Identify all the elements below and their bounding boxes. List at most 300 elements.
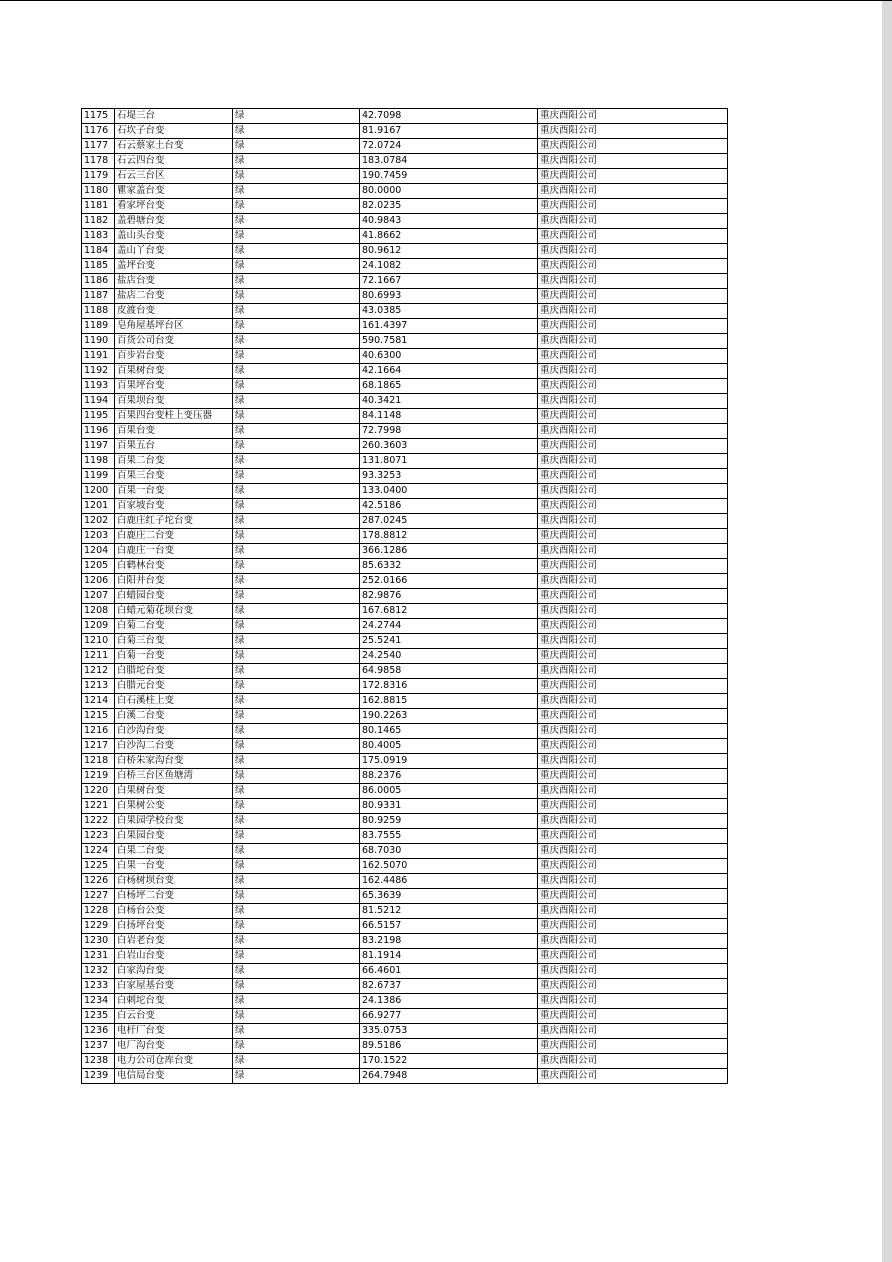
company-cell: 重庆酉阳公司 bbox=[538, 724, 728, 739]
value-cell: 175.0919 bbox=[360, 754, 538, 769]
row-number-cell: 1188 bbox=[82, 304, 115, 319]
row-number-cell: 1229 bbox=[82, 919, 115, 934]
row-number-cell: 1235 bbox=[82, 1009, 115, 1024]
value-cell: 81.5212 bbox=[360, 904, 538, 919]
value-cell: 66.9277 bbox=[360, 1009, 538, 1024]
row-number-cell: 1217 bbox=[82, 739, 115, 754]
status-color-cell: 绿 bbox=[233, 1069, 360, 1084]
status-color-cell: 绿 bbox=[233, 649, 360, 664]
status-color-cell: 绿 bbox=[233, 949, 360, 964]
value-cell: 43.0385 bbox=[360, 304, 538, 319]
value-cell: 170.1522 bbox=[360, 1054, 538, 1069]
row-number-cell: 1181 bbox=[82, 199, 115, 214]
value-cell: 83.2198 bbox=[360, 934, 538, 949]
substation-name-cell: 白腊坨台变 bbox=[115, 664, 233, 679]
table-row bbox=[82, 214, 728, 229]
value-cell: 66.4601 bbox=[360, 964, 538, 979]
company-cell: 重庆酉阳公司 bbox=[538, 544, 728, 559]
value-cell: 40.9843 bbox=[360, 214, 538, 229]
table-row bbox=[82, 439, 728, 454]
value-cell: 72.0724 bbox=[360, 139, 538, 154]
table-row bbox=[82, 634, 728, 649]
value-cell: 72.1667 bbox=[360, 274, 538, 289]
table-row bbox=[82, 559, 728, 574]
status-color-cell: 绿 bbox=[233, 1024, 360, 1039]
status-color-cell: 绿 bbox=[233, 514, 360, 529]
row-number-cell: 1231 bbox=[82, 949, 115, 964]
value-cell: 260.3603 bbox=[360, 439, 538, 454]
value-cell: 80.6993 bbox=[360, 289, 538, 304]
company-cell: 重庆酉阳公司 bbox=[538, 874, 728, 889]
row-number-cell: 1191 bbox=[82, 349, 115, 364]
substation-name-cell: 百果一台变 bbox=[115, 484, 233, 499]
status-color-cell: 绿 bbox=[233, 364, 360, 379]
row-number-cell: 1232 bbox=[82, 964, 115, 979]
table-row bbox=[82, 709, 728, 724]
value-cell: 64.9858 bbox=[360, 664, 538, 679]
table-row bbox=[82, 124, 728, 139]
substation-name-cell: 瞿家盖台变 bbox=[115, 184, 233, 199]
company-cell: 重庆酉阳公司 bbox=[538, 289, 728, 304]
row-number-cell: 1196 bbox=[82, 424, 115, 439]
substation-name-cell: 盖山丫台变 bbox=[115, 244, 233, 259]
row-number-cell: 1178 bbox=[82, 154, 115, 169]
row-number-cell: 1238 bbox=[82, 1054, 115, 1069]
row-number-cell: 1213 bbox=[82, 679, 115, 694]
substation-name-cell: 白岩老台变 bbox=[115, 934, 233, 949]
substation-name-cell: 白沙沟台变 bbox=[115, 724, 233, 739]
value-cell: 80.4005 bbox=[360, 739, 538, 754]
substation-name-cell: 白菊二台变 bbox=[115, 619, 233, 634]
company-cell: 重庆酉阳公司 bbox=[538, 694, 728, 709]
company-cell: 重庆酉阳公司 bbox=[538, 304, 728, 319]
table-row bbox=[82, 754, 728, 769]
company-cell: 重庆酉阳公司 bbox=[538, 619, 728, 634]
value-cell: 178.8812 bbox=[360, 529, 538, 544]
table-row bbox=[82, 379, 728, 394]
status-color-cell: 绿 bbox=[233, 544, 360, 559]
status-color-cell: 绿 bbox=[233, 694, 360, 709]
company-cell: 重庆酉阳公司 bbox=[538, 499, 728, 514]
value-cell: 81.1914 bbox=[360, 949, 538, 964]
company-cell: 重庆酉阳公司 bbox=[538, 709, 728, 724]
value-cell: 68.7030 bbox=[360, 844, 538, 859]
company-cell: 重庆酉阳公司 bbox=[538, 169, 728, 184]
company-cell: 重庆酉阳公司 bbox=[538, 484, 728, 499]
row-number-cell: 1192 bbox=[82, 364, 115, 379]
value-cell: 590.7581 bbox=[360, 334, 538, 349]
row-number-cell: 1183 bbox=[82, 229, 115, 244]
row-number-cell: 1208 bbox=[82, 604, 115, 619]
row-number-cell: 1219 bbox=[82, 769, 115, 784]
table-row bbox=[82, 799, 728, 814]
status-color-cell: 绿 bbox=[233, 919, 360, 934]
company-cell: 重庆酉阳公司 bbox=[538, 229, 728, 244]
row-number-cell: 1206 bbox=[82, 574, 115, 589]
substation-name-cell: 白菊三台变 bbox=[115, 634, 233, 649]
company-cell: 重庆酉阳公司 bbox=[538, 379, 728, 394]
substation-name-cell: 白石溪柱上变 bbox=[115, 694, 233, 709]
table-row bbox=[82, 919, 728, 934]
table-row bbox=[82, 679, 728, 694]
table-row bbox=[82, 169, 728, 184]
table-row bbox=[82, 409, 728, 424]
table-row bbox=[82, 904, 728, 919]
status-color-cell: 绿 bbox=[233, 319, 360, 334]
substation-name-cell: 白家沟台变 bbox=[115, 964, 233, 979]
status-color-cell: 绿 bbox=[233, 739, 360, 754]
substation-name-cell: 白鹿庄一台变 bbox=[115, 544, 233, 559]
status-color-cell: 绿 bbox=[233, 469, 360, 484]
status-color-cell: 绿 bbox=[233, 259, 360, 274]
table-row bbox=[82, 619, 728, 634]
row-number-cell: 1177 bbox=[82, 139, 115, 154]
value-cell: 72.7998 bbox=[360, 424, 538, 439]
status-color-cell: 绿 bbox=[233, 859, 360, 874]
company-cell: 重庆酉阳公司 bbox=[538, 109, 728, 124]
status-color-cell: 绿 bbox=[233, 604, 360, 619]
row-number-cell: 1239 bbox=[82, 1069, 115, 1084]
company-cell: 重庆酉阳公司 bbox=[538, 814, 728, 829]
value-cell: 252.0166 bbox=[360, 574, 538, 589]
status-color-cell: 绿 bbox=[233, 169, 360, 184]
substation-name-cell: 白鹤林台变 bbox=[115, 559, 233, 574]
page-top-border bbox=[0, 0, 892, 1]
table-row bbox=[82, 1054, 728, 1069]
value-cell: 80.0000 bbox=[360, 184, 538, 199]
substation-name-cell: 百步岩台变 bbox=[115, 349, 233, 364]
row-number-cell: 1207 bbox=[82, 589, 115, 604]
table-row bbox=[82, 604, 728, 619]
substation-name-cell: 石堤三台 bbox=[115, 109, 233, 124]
row-number-cell: 1200 bbox=[82, 484, 115, 499]
row-number-cell: 1179 bbox=[82, 169, 115, 184]
status-color-cell: 绿 bbox=[233, 724, 360, 739]
table-row bbox=[82, 499, 728, 514]
value-cell: 133.0400 bbox=[360, 484, 538, 499]
company-cell: 重庆酉阳公司 bbox=[538, 649, 728, 664]
row-number-cell: 1211 bbox=[82, 649, 115, 664]
company-cell: 重庆酉阳公司 bbox=[538, 139, 728, 154]
value-cell: 65.3639 bbox=[360, 889, 538, 904]
substation-name-cell: 白溪二台变 bbox=[115, 709, 233, 724]
company-cell: 重庆酉阳公司 bbox=[538, 154, 728, 169]
status-color-cell: 绿 bbox=[233, 214, 360, 229]
substation-name-cell: 白果园台变 bbox=[115, 829, 233, 844]
substation-name-cell: 石云三台区 bbox=[115, 169, 233, 184]
company-cell: 重庆酉阳公司 bbox=[538, 469, 728, 484]
row-number-cell: 1195 bbox=[82, 409, 115, 424]
value-cell: 81.9167 bbox=[360, 124, 538, 139]
company-cell: 重庆酉阳公司 bbox=[538, 829, 728, 844]
substation-name-cell: 看家坪台变 bbox=[115, 199, 233, 214]
row-number-cell: 1212 bbox=[82, 664, 115, 679]
status-color-cell: 绿 bbox=[233, 574, 360, 589]
company-cell: 重庆酉阳公司 bbox=[538, 844, 728, 859]
value-cell: 80.9331 bbox=[360, 799, 538, 814]
status-color-cell: 绿 bbox=[233, 664, 360, 679]
value-cell: 25.5241 bbox=[360, 634, 538, 649]
table-row bbox=[82, 304, 728, 319]
row-number-cell: 1205 bbox=[82, 559, 115, 574]
table-body bbox=[82, 109, 728, 1084]
company-cell: 重庆酉阳公司 bbox=[538, 964, 728, 979]
status-color-cell: 绿 bbox=[233, 274, 360, 289]
company-cell: 重庆酉阳公司 bbox=[538, 334, 728, 349]
company-cell: 重庆酉阳公司 bbox=[538, 244, 728, 259]
table-row bbox=[82, 1009, 728, 1024]
status-color-cell: 绿 bbox=[233, 634, 360, 649]
status-color-cell: 绿 bbox=[233, 139, 360, 154]
substation-name-cell: 盖坪台变 bbox=[115, 259, 233, 274]
substation-name-cell: 百果二台变 bbox=[115, 454, 233, 469]
company-cell: 重庆酉阳公司 bbox=[538, 994, 728, 1009]
company-cell: 重庆酉阳公司 bbox=[538, 559, 728, 574]
table-row bbox=[82, 544, 728, 559]
value-cell: 82.6737 bbox=[360, 979, 538, 994]
company-cell: 重庆酉阳公司 bbox=[538, 124, 728, 139]
row-number-cell: 1225 bbox=[82, 859, 115, 874]
row-number-cell: 1187 bbox=[82, 289, 115, 304]
status-color-cell: 绿 bbox=[233, 109, 360, 124]
value-cell: 66.5157 bbox=[360, 919, 538, 934]
row-number-cell: 1202 bbox=[82, 514, 115, 529]
substation-name-cell: 白云台变 bbox=[115, 1009, 233, 1024]
substation-name-cell: 百果四台变柱上变压器 bbox=[115, 409, 233, 424]
value-cell: 86.0005 bbox=[360, 784, 538, 799]
company-cell: 重庆酉阳公司 bbox=[538, 664, 728, 679]
status-color-cell: 绿 bbox=[233, 889, 360, 904]
substation-name-cell: 白蜡园台变 bbox=[115, 589, 233, 604]
table-row bbox=[82, 424, 728, 439]
row-number-cell: 1220 bbox=[82, 784, 115, 799]
status-color-cell: 绿 bbox=[233, 244, 360, 259]
status-color-cell: 绿 bbox=[233, 229, 360, 244]
table-row bbox=[82, 814, 728, 829]
company-cell: 重庆酉阳公司 bbox=[538, 184, 728, 199]
status-color-cell: 绿 bbox=[233, 994, 360, 1009]
table-row bbox=[82, 229, 728, 244]
value-cell: 24.1386 bbox=[360, 994, 538, 1009]
row-number-cell: 1199 bbox=[82, 469, 115, 484]
substation-name-cell: 百货公司台变 bbox=[115, 334, 233, 349]
company-cell: 重庆酉阳公司 bbox=[538, 424, 728, 439]
row-number-cell: 1224 bbox=[82, 844, 115, 859]
value-cell: 24.1082 bbox=[360, 259, 538, 274]
row-number-cell: 1226 bbox=[82, 874, 115, 889]
status-color-cell: 绿 bbox=[233, 619, 360, 634]
table-row bbox=[82, 529, 728, 544]
value-cell: 80.9612 bbox=[360, 244, 538, 259]
company-cell: 重庆酉阳公司 bbox=[538, 529, 728, 544]
status-color-cell: 绿 bbox=[233, 289, 360, 304]
substation-name-cell: 白鹿庄二台变 bbox=[115, 529, 233, 544]
substation-name-cell: 皂角屋基坪台区 bbox=[115, 319, 233, 334]
table-row bbox=[82, 994, 728, 1009]
status-color-cell: 绿 bbox=[233, 844, 360, 859]
status-color-cell: 绿 bbox=[233, 484, 360, 499]
substation-name-cell: 石云四台变 bbox=[115, 154, 233, 169]
value-cell: 190.7459 bbox=[360, 169, 538, 184]
substation-name-cell: 白杨坪二台变 bbox=[115, 889, 233, 904]
substation-name-cell: 白杨树坝台变 bbox=[115, 874, 233, 889]
status-color-cell: 绿 bbox=[233, 409, 360, 424]
substation-name-cell: 白果树公变 bbox=[115, 799, 233, 814]
table-row bbox=[82, 184, 728, 199]
row-number-cell: 1194 bbox=[82, 394, 115, 409]
substation-name-cell: 百果三台变 bbox=[115, 469, 233, 484]
row-number-cell: 1210 bbox=[82, 634, 115, 649]
status-color-cell: 绿 bbox=[233, 709, 360, 724]
row-number-cell: 1193 bbox=[82, 379, 115, 394]
row-number-cell: 1197 bbox=[82, 439, 115, 454]
row-number-cell: 1222 bbox=[82, 814, 115, 829]
row-number-cell: 1216 bbox=[82, 724, 115, 739]
value-cell: 89.5186 bbox=[360, 1039, 538, 1054]
value-cell: 40.3421 bbox=[360, 394, 538, 409]
row-number-cell: 1223 bbox=[82, 829, 115, 844]
value-cell: 42.1664 bbox=[360, 364, 538, 379]
table-row bbox=[82, 514, 728, 529]
company-cell: 重庆酉阳公司 bbox=[538, 604, 728, 619]
substation-name-cell: 白腊元台变 bbox=[115, 679, 233, 694]
row-number-cell: 1237 bbox=[82, 1039, 115, 1054]
company-cell: 重庆酉阳公司 bbox=[538, 934, 728, 949]
table-row bbox=[82, 664, 728, 679]
status-color-cell: 绿 bbox=[233, 874, 360, 889]
row-number-cell: 1204 bbox=[82, 544, 115, 559]
status-color-cell: 绿 bbox=[233, 184, 360, 199]
row-number-cell: 1201 bbox=[82, 499, 115, 514]
value-cell: 41.8662 bbox=[360, 229, 538, 244]
company-cell: 重庆酉阳公司 bbox=[538, 979, 728, 994]
status-color-cell: 绿 bbox=[233, 754, 360, 769]
substation-table bbox=[81, 108, 728, 1084]
status-color-cell: 绿 bbox=[233, 334, 360, 349]
table-row bbox=[82, 829, 728, 844]
status-color-cell: 绿 bbox=[233, 1009, 360, 1024]
status-color-cell: 绿 bbox=[233, 679, 360, 694]
table-row bbox=[82, 859, 728, 874]
substation-name-cell: 盐店台变 bbox=[115, 274, 233, 289]
company-cell: 重庆酉阳公司 bbox=[538, 919, 728, 934]
table-row bbox=[82, 109, 728, 124]
table-row bbox=[82, 289, 728, 304]
table-row bbox=[82, 199, 728, 214]
company-cell: 重庆酉阳公司 bbox=[538, 439, 728, 454]
substation-name-cell: 石坎子台变 bbox=[115, 124, 233, 139]
status-color-cell: 绿 bbox=[233, 1039, 360, 1054]
value-cell: 84.1148 bbox=[360, 409, 538, 424]
row-number-cell: 1215 bbox=[82, 709, 115, 724]
company-cell: 重庆酉阳公司 bbox=[538, 574, 728, 589]
value-cell: 162.5070 bbox=[360, 859, 538, 874]
company-cell: 重庆酉阳公司 bbox=[538, 739, 728, 754]
company-cell: 重庆酉阳公司 bbox=[538, 454, 728, 469]
status-color-cell: 绿 bbox=[233, 454, 360, 469]
status-color-cell: 绿 bbox=[233, 934, 360, 949]
status-color-cell: 绿 bbox=[233, 529, 360, 544]
substation-name-cell: 皮渡台变 bbox=[115, 304, 233, 319]
value-cell: 82.0235 bbox=[360, 199, 538, 214]
company-cell: 重庆酉阳公司 bbox=[538, 274, 728, 289]
table-row bbox=[82, 964, 728, 979]
table-row bbox=[82, 349, 728, 364]
value-cell: 183.0784 bbox=[360, 154, 538, 169]
value-cell: 162.8815 bbox=[360, 694, 538, 709]
table-row bbox=[82, 334, 728, 349]
substation-name-cell: 白菊一台变 bbox=[115, 649, 233, 664]
status-color-cell: 绿 bbox=[233, 979, 360, 994]
company-cell: 重庆酉阳公司 bbox=[538, 859, 728, 874]
substation-name-cell: 盐店二台变 bbox=[115, 289, 233, 304]
substation-name-cell: 白鹿庄红子坨台变 bbox=[115, 514, 233, 529]
substation-name-cell: 百果坪台变 bbox=[115, 379, 233, 394]
substation-name-cell: 白沙沟二台变 bbox=[115, 739, 233, 754]
status-color-cell: 绿 bbox=[233, 199, 360, 214]
value-cell: 335.0753 bbox=[360, 1024, 538, 1039]
table-row bbox=[82, 1069, 728, 1084]
status-color-cell: 绿 bbox=[233, 964, 360, 979]
status-color-cell: 绿 bbox=[233, 769, 360, 784]
row-number-cell: 1233 bbox=[82, 979, 115, 994]
company-cell: 重庆酉阳公司 bbox=[538, 319, 728, 334]
status-color-cell: 绿 bbox=[233, 799, 360, 814]
substation-name-cell: 白果二台变 bbox=[115, 844, 233, 859]
status-color-cell: 绿 bbox=[233, 154, 360, 169]
company-cell: 重庆酉阳公司 bbox=[538, 259, 728, 274]
table-row bbox=[82, 844, 728, 859]
table-row bbox=[82, 694, 728, 709]
row-number-cell: 1234 bbox=[82, 994, 115, 1009]
value-cell: 93.3253 bbox=[360, 469, 538, 484]
status-color-cell: 绿 bbox=[233, 124, 360, 139]
substation-name-cell: 百果树台变 bbox=[115, 364, 233, 379]
value-cell: 85.6332 bbox=[360, 559, 538, 574]
company-cell: 重庆酉阳公司 bbox=[538, 514, 728, 529]
table-row bbox=[82, 1024, 728, 1039]
status-color-cell: 绿 bbox=[233, 499, 360, 514]
status-color-cell: 绿 bbox=[233, 784, 360, 799]
substation-name-cell: 白岩山台变 bbox=[115, 949, 233, 964]
row-number-cell: 1176 bbox=[82, 124, 115, 139]
status-color-cell: 绿 bbox=[233, 304, 360, 319]
table-row bbox=[82, 739, 728, 754]
table-row bbox=[82, 724, 728, 739]
substation-name-cell: 电杆厂台变 bbox=[115, 1024, 233, 1039]
company-cell: 重庆酉阳公司 bbox=[538, 949, 728, 964]
row-number-cell: 1189 bbox=[82, 319, 115, 334]
row-number-cell: 1184 bbox=[82, 244, 115, 259]
value-cell: 131.8071 bbox=[360, 454, 538, 469]
substation-name-cell: 白杨台公变 bbox=[115, 904, 233, 919]
table-row bbox=[82, 949, 728, 964]
row-number-cell: 1185 bbox=[82, 259, 115, 274]
value-cell: 162.4486 bbox=[360, 874, 538, 889]
value-cell: 88.2376 bbox=[360, 769, 538, 784]
table-row bbox=[82, 589, 728, 604]
value-cell: 172.8316 bbox=[360, 679, 538, 694]
substation-name-cell: 白扬坪台变 bbox=[115, 919, 233, 934]
status-color-cell: 绿 bbox=[233, 904, 360, 919]
substation-name-cell: 白桥三台区鱼塘湾 bbox=[115, 769, 233, 784]
status-color-cell: 绿 bbox=[233, 829, 360, 844]
company-cell: 重庆酉阳公司 bbox=[538, 799, 728, 814]
row-number-cell: 1221 bbox=[82, 799, 115, 814]
value-cell: 264.7948 bbox=[360, 1069, 538, 1084]
substation-name-cell: 白蜡元菊花坝台变 bbox=[115, 604, 233, 619]
substation-name-cell: 白果园学校台变 bbox=[115, 814, 233, 829]
